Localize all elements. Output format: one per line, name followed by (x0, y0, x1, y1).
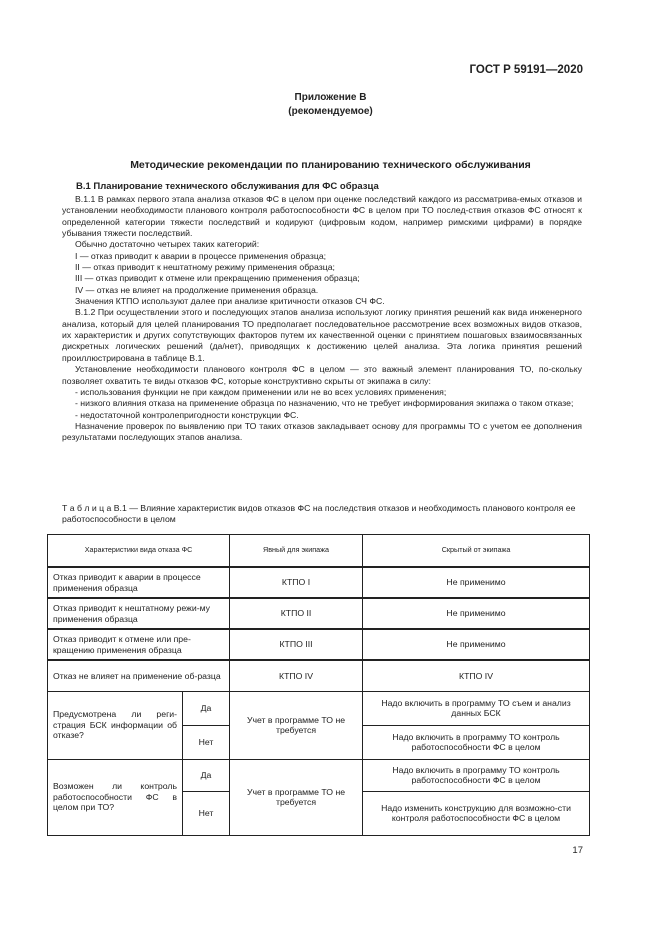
appendix-subtitle: (рекомендуемое) (288, 106, 373, 117)
list-item: - использования функции не при каждом применении или не во всех условиях применения; (75, 386, 447, 397)
table-caption: Т а б л и ц а В.1 — Влияние характеристик видов отказов ФС на последствия отказов и необходимость планового контроля ее работоспособности в целом (62, 503, 576, 525)
row-hidden: Не применимо (363, 567, 590, 598)
table-row (48, 567, 590, 598)
header-hidden: Скрытый от экипажа (363, 535, 590, 568)
list-item: IV — отказ не влияет на продолжение применения образца. (75, 284, 319, 295)
table-row (48, 660, 590, 691)
row-explicit: КТПО II (230, 598, 363, 629)
row-label: Отказ приводит к аварии в процессе применения образца (48, 567, 230, 598)
appendix-title: Приложение В (294, 92, 367, 103)
failure-table (47, 534, 590, 836)
paragraph: В.1.1 В рамках первого этапа анализа отказов ФС в целом при оценке последствий каждого из рассматрива-емых отказов и установлении необходимости планового контроля работоспособности ФС в целом при ТО послед-ствия отказов ФС относят к определенной категории тяжести последствий и кодируют (цифровым кодом, например римскими цифрами) в порядке убывания тяжести последствий. (62, 194, 582, 239)
main-title: Методические рекомендации по планированию технического обслуживания (130, 159, 531, 171)
hidden-yes: Надо включить в программу ТО съем и анализ данных БСК (363, 691, 590, 725)
paragraph: Установление необходимости планового контроля ФС в целом — это важный элемент планирования ТО, по-скольку позволяет охватить те виды отказов ФС, которые конструктивно скрыты от экипажа в силу: (62, 364, 582, 386)
table-header-row (48, 535, 590, 568)
paragraph: Обычно достаточно четырех таких категорий: (75, 239, 260, 250)
section-heading: В.1 Планирование технического обслуживания для ФС образца (76, 181, 379, 192)
hidden-no: Надо изменить конструкцию для возможно-сти контроля работоспособности ФС в целом (363, 791, 590, 835)
table-row (48, 691, 590, 725)
row-explicit: КТПО I (230, 567, 363, 598)
table-row (48, 759, 590, 791)
table-row (48, 598, 590, 629)
row-label: Отказ приводит к нештатному режи-му применения образца (48, 598, 230, 629)
row-hidden: КТПО IV (363, 660, 590, 691)
answer-yes: Да (183, 759, 230, 791)
header-characteristics: Характеристики вида отказа ФС (48, 535, 230, 568)
group-explicit: Учет в программе ТО не требуется (230, 759, 363, 835)
row-explicit: КТПО IV (230, 660, 363, 691)
row-hidden: Не применимо (363, 598, 590, 629)
row-explicit: КТПО III (230, 629, 363, 660)
paragraph: Значения КТПО используют далее при анализе критичности отказов СЧ ФС. (75, 296, 385, 307)
body-text (62, 194, 582, 444)
list-item: - недостаточной контролепригодности конструкции ФС. (75, 409, 299, 420)
answer-yes: Да (183, 691, 230, 725)
list-item: II — отказ приводит к нештатному режиму применения образца; (75, 262, 335, 273)
header-explicit: Явный для экипажа (230, 535, 363, 568)
list-item: I — отказ приводит к аварии в процессе применения образца; (75, 250, 327, 261)
group-label: Предусмотрена ли реги-страция БСК информации об отказе? (48, 691, 183, 759)
group-explicit: Учет в программе ТО не требуется (230, 691, 363, 759)
hidden-no: Надо включить в программу ТО контроль работоспособности ФС в целом (363, 725, 590, 759)
hidden-yes: Надо включить в программу ТО контроль работоспособности ФС в целом (363, 759, 590, 791)
paragraph: Назначение проверок по выявлению при ТО таких отказов закладывает основу для программы ТО с учетом ее дополнения результатами последующих этапов анализа. (62, 420, 582, 443)
list-item: - низкого влияния отказа на применение образца по назначению, что не требует информирования экипажа о таком отказе; (75, 398, 574, 409)
row-hidden: Не применимо (363, 629, 590, 660)
standard-number: ГОСТ Р 59191—2020 (469, 64, 583, 76)
group-label: Возможен ли контроль работоспособности ФС в целом при ТО? (48, 759, 183, 835)
paragraph: В.1.2 При осуществлении этого и последующих этапов анализа используют логику принятия решений как вида инженерного анализа, который для целей планирования ТО предполагает последовательное рассмотрение всех возможных видов отказов, их характеристик и других сопутствующих факторов путем их качественной оценки с принятием пошаговых взаимосвязанных дискретных логических решений (да/нет), приводящих к достижению целей анализа. Эта логика принятия решений проиллюстрирована в таблице В.1. (62, 307, 582, 363)
page-number: 17 (572, 845, 583, 856)
row-label: Отказ приводит к отмене или пре-кращению применения образца (48, 629, 230, 660)
row-label: Отказ не влияет на применение об-разца (48, 660, 230, 691)
table-row (48, 629, 590, 660)
list-item: III — отказ приводит к отмене или прекращению применения образца; (75, 273, 360, 284)
answer-no: Нет (183, 791, 230, 835)
answer-no: Нет (183, 725, 230, 759)
